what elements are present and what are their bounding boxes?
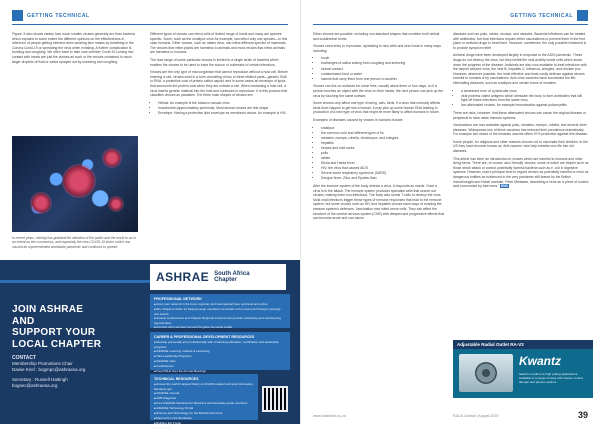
ashrae-advertisement [0, 260, 300, 430]
paragraph: The host range of some particular viruses is limited to a single strain of bacteria which enables the viruses to be used to trace the source of outbreaks of certain infections. [150, 57, 279, 67]
panel-item: ■ ASHRAE Journal [154, 391, 254, 396]
ad-product-title: Adjustable Radial Outlet RA-V2 [453, 340, 593, 349]
ad-contact-block [12, 355, 132, 389]
panel-item: ■ Develop personally and professionally with continuing education, certification and leadership programs [154, 340, 286, 349]
ad-panel-network [150, 294, 290, 328]
fan-product-image [459, 354, 513, 392]
contact-line: Membership Promotions Chair [12, 361, 73, 366]
paragraph: Either viruses are possible, including non-standard shapes that combine both helical and icosahedral forms. [313, 32, 440, 41]
ashrae-logo [150, 264, 286, 290]
contact-title: CONTACT [12, 355, 37, 361]
article-column-2 [150, 32, 288, 258]
list-item: • the common cold and different types of flu [321, 131, 445, 136]
list-item: • Ebola and Hanta fever [321, 161, 445, 166]
list-item: • smallpox [321, 126, 445, 131]
list-item: • live-attenuated viruses, for example immunization against poliomyelitis [461, 103, 589, 108]
kwantz-advertisement[interactable] [453, 340, 593, 398]
paragraph [453, 157, 589, 189]
panel-item: ■ Access the world's largest library of HVACR-related technical information. Members get: [154, 382, 254, 391]
panel-item: ■ ASHRAE Learning Institute & eLearning [154, 349, 286, 354]
paragraph: Examples of diseases caused by viruses in humans include: [313, 117, 404, 122]
virus-illustration [12, 136, 138, 232]
paragraph: There are risks, however, that these attenuated viruses can cause the original disease or peripheral to have weak immune systems. [453, 110, 587, 120]
end-mark: END [500, 184, 509, 189]
section-header-right [510, 10, 588, 21]
section-title: GETTING TECHNICAL [510, 12, 573, 19]
paragraph: Antiviral drugs have been developed largely in response to the AIDS pandemic. These drugs do not destroy the virus, but they inhibit the viral activity inside cells which slows down the progress of the disease. Antivirals are also now available to treat infections with the herpes simplex virus, the viral B, hepatitis C, influenza, shingles, and chicken pox. However, wherever possible, the most effective and least costly defense against viruses harmful to humans is by vaccinations. Anti-virus vaccines have succeeded the life-eliminating diseases, such as smallpox and certain forms of measles. [453, 53, 587, 85]
panel-item: ■ Grow your network in the local, regional, and international heat, technical and online [154, 302, 286, 307]
list-item: • touch [321, 56, 445, 61]
list-item: • Severe acute respiratory syndrome (SARS) [321, 171, 445, 176]
article-column-1 [12, 32, 138, 132]
paragraph: Viruses need entry to reproduce, spreading to new cells and new hosts in many ways including: [313, 44, 441, 53]
list-item: • contaminated food or water [321, 72, 445, 77]
spread-list [321, 56, 445, 81]
list-item: • measles, mumps, rubella, chickenpox, and shingles [321, 136, 445, 141]
article-column-4 [453, 32, 589, 336]
contact-line[interactable]: bogsec@ashraesa.org [12, 383, 58, 388]
panel-title: TECHNICAL RESOURCES [154, 377, 199, 381]
paragraph: Some people, for religious and other reasons choose not to vaccinate their children. In the US they have become known as 'Anti-vaxxers' who help breathe new life into old diseases. [453, 139, 588, 154]
panel-item: ■ IEQ Portal [154, 426, 254, 431]
paragraph: diseases such as polio, rabies, mumps, and measles. Bacterial infections can be treated with antibiotics, but viral infections require either vaccinations to prevent them in the first place or antiviral drugs to treat them. However, sometimes, the only possible treatment is to provide symptom relief. [453, 32, 587, 50]
panel-item: ■ Discounts in the Bookstore [154, 416, 254, 421]
panel-item: ■ ASHRAE Technology Portal [154, 406, 254, 411]
section-header-left [12, 10, 90, 21]
section-icon [12, 10, 23, 21]
header-rule [12, 24, 288, 25]
section-icon [577, 10, 588, 21]
panel-item: ■ Free PDHs from the Annual Meetings [154, 369, 286, 374]
right-page [300, 0, 600, 424]
panel-item: ■ Certifications [154, 364, 286, 369]
panel-item: ■ Free ASHRAE Standard for Members and Associate grade members [154, 401, 254, 406]
panel-item: ■ Building EQ Portal [154, 421, 254, 426]
list-item: • Dengue fever, Zika, and Epstein-Barr [321, 176, 445, 181]
paragraph: Viruses can live on surfaces for some time, usually about three or four days, so if a person touches an object with the virus on their hands, the next person can pick up the virus by touching the same surface. [313, 84, 444, 98]
paragraph: Figure. It also shows clearly how much smaller viruses generally are than bacteria which explains to some extent the different opinions on the effectiveness in inference of people getting infected when wearing face masks by breathing in the Corona Covid-19 or spreading the virus when exhaling. A further complication is bursting and coughing. We often have to take care whether Covid-19 coming into contact with hands are just the viruses as such or the viruses contained in much larger droplets of fluid or saliva sprayed out by sneezing and coughing. [12, 32, 135, 64]
virus-particle [110, 198, 122, 210]
list-item: • a weakened form of a particular virus [461, 89, 589, 94]
panel-item: ■ Connect with members across the globe via social media [154, 325, 286, 330]
list-item: • Icosahedral (approximately spherical): Most animal viruses are this shape [158, 106, 288, 111]
panel-item: ■ Society Conferences and Chapter Regional Conferences provide networking and volunteering opportunities [154, 316, 286, 325]
panel-title: CAREER & PROFESSIONAL DEVELOPMENT RESOURCES [154, 335, 255, 339]
disease-list [321, 126, 445, 182]
vaccine-list [461, 89, 589, 108]
virus-shapes-list [158, 101, 288, 116]
article-column-3 [313, 32, 445, 412]
list-item: • viral proteins called antigens which stimulate the body to form antibodies that will fight off future infections from the same virus [461, 94, 589, 103]
ad-accent-bar [0, 280, 150, 283]
paragraph: Vaccinations are now available against polio, measles, mumps, rubella, and several other diseases. Widespread use of these vaccines has reduced their prevalence dramatically. For example two doses of the measles vaccine offers 97% protection against this disease. [453, 123, 589, 137]
logo-text: ASHRAE [156, 270, 210, 284]
contact-line: Secretary : Russell Hattingh [12, 377, 68, 382]
qr-code-icon[interactable] [262, 386, 288, 412]
kwantz-logo: Kwantz [519, 354, 561, 368]
ad-headline: JOIN ASHRAE AND SUPPORT YOUR LOCAL CHAPTER [12, 304, 102, 350]
page-number: 39 [577, 410, 588, 420]
ad-panel-technical [150, 374, 258, 430]
list-item: • HIV, the virus that causes AIDS [321, 166, 445, 171]
footer-url[interactable]: www.hvacrinfo.co.za [313, 414, 346, 418]
left-page [0, 0, 300, 430]
list-item: • insects that carry them from one person to another [321, 77, 445, 82]
list-item: • polio [321, 151, 445, 156]
ad-product-info: Ideal for medium to high ceiling applications. Available in a range of sizes with volume control damper and plenum options. [519, 372, 583, 384]
paragraph: Some viruses only affect one type of being, cats, birds. If a virus that normally affects birds does happen to get into a human, it may pick up some human DNA leading to production of a new type of virus that might be more likely to affect humans in future. [313, 101, 441, 115]
list-item: • Helical: An example is the tobacco mosaic virus [158, 101, 288, 106]
list-item: • hepatitis [321, 141, 445, 146]
virus-particle [104, 150, 120, 166]
header-rule [313, 24, 588, 25]
virus-particle [32, 194, 50, 212]
virus-particle [64, 166, 94, 196]
list-item: • exchanges of saliva arising from coughing and sneezing [321, 61, 445, 66]
image-caption: In recent years, nothing has grabbed the attention of the public and the world to such an extent as the coronavirus, and especially the new COVID-19 strain, which has caused an unprecedented worldwide pandemic and continues to spread. [12, 236, 136, 249]
panel-item: ■ YEA Leadership Programs [154, 354, 286, 359]
panel-item: ■ Science and Technology for the Built Environment [154, 411, 254, 416]
panel-item: ■ HPB Magazine [154, 396, 254, 401]
paragraph-text: This article has been an introduction to viruses which are harmful to humans and other living forms. There are, of course, also 'friendly' viruses, some of which are helpful such as those which attack or control potentially harmful bacteria such as e. coli in digestive systems. However, man's principal tend to regard viruses as potentially harmful or even as dangerous entities as evidenced in the very pandemic still feared by the British microbiologist and Nobel laureate, Peter Medawar, describing a virus as 'a piece of nucleic acid surrounded by bad news.' [453, 156, 589, 189]
list-item: • sexual contact [321, 67, 445, 72]
list-item: • Envelope: Having a protective lipid envelope as mentioned above. An example is HIV. [158, 111, 288, 116]
panel-item: ■ 80+ Chapters within 12 Regions keep members connected to the local level through meetings and events [154, 307, 286, 316]
panel-title: PROFESSIONAL NETWORK [154, 297, 202, 301]
contact-line[interactable]: Dawie Kriel : bogmpc@ashraesa.org [12, 367, 86, 372]
list-item: • herpes and cold sores [321, 146, 445, 151]
list-item: • rabies [321, 156, 445, 161]
paragraph: Different types of viruses can infect cells of limited range of hosts and many are species specific. Some, such as the smallpox virus for example, can infect only one species—in this case humans. Other viruses, such as rabies virus, can infect different species of mammals. The viruses that infect plants are harmless to animals and most viruses that infect animals are harmless to humans. [150, 32, 288, 55]
paragraph: After the immune system of the body detects a virus, it responds as needs. Once a virus is in the attack. The immune system produces specialist cells that search out viruses, making them non-infectious. The body also sends T-cells to destroy the virus. Most viral infections trigger these types of immune responses that lead to the immune system, but some viruses such as HIV and hepatitis viruses have ways of evading the immune system's defences. Vaccination now infect nerve cells. They can affect the structure of the central nervous system (CNS) with delayed and progressive effects that can become acute and can cause [313, 184, 445, 221]
ad-panel-career [150, 332, 290, 373]
logo-subtext: South Africa Chapter [214, 270, 250, 283]
footer-issue: RACA Journal | August 2020 [453, 414, 499, 418]
panel-item: ■ ASHRAE Jobs [154, 359, 286, 364]
section-title: GETTING TECHNICAL [27, 12, 90, 19]
paragraph: Viruses are the only type of microorganism that cannot reproduce without a host cell. Before entering a cell, viruses exist in a form consisting of two or three distinct parts—genetic DNA or RNA; a protective coat of protein called capsid; and in some cases an envelope of lipids that surrounds the protein coat when they are outside a cell. When contacting a host cell, a virus inserts genetic material into the host and continues to reproduce. It is this process that classifies viruses as parasites. The three main shapes of viruses are: [150, 70, 288, 98]
